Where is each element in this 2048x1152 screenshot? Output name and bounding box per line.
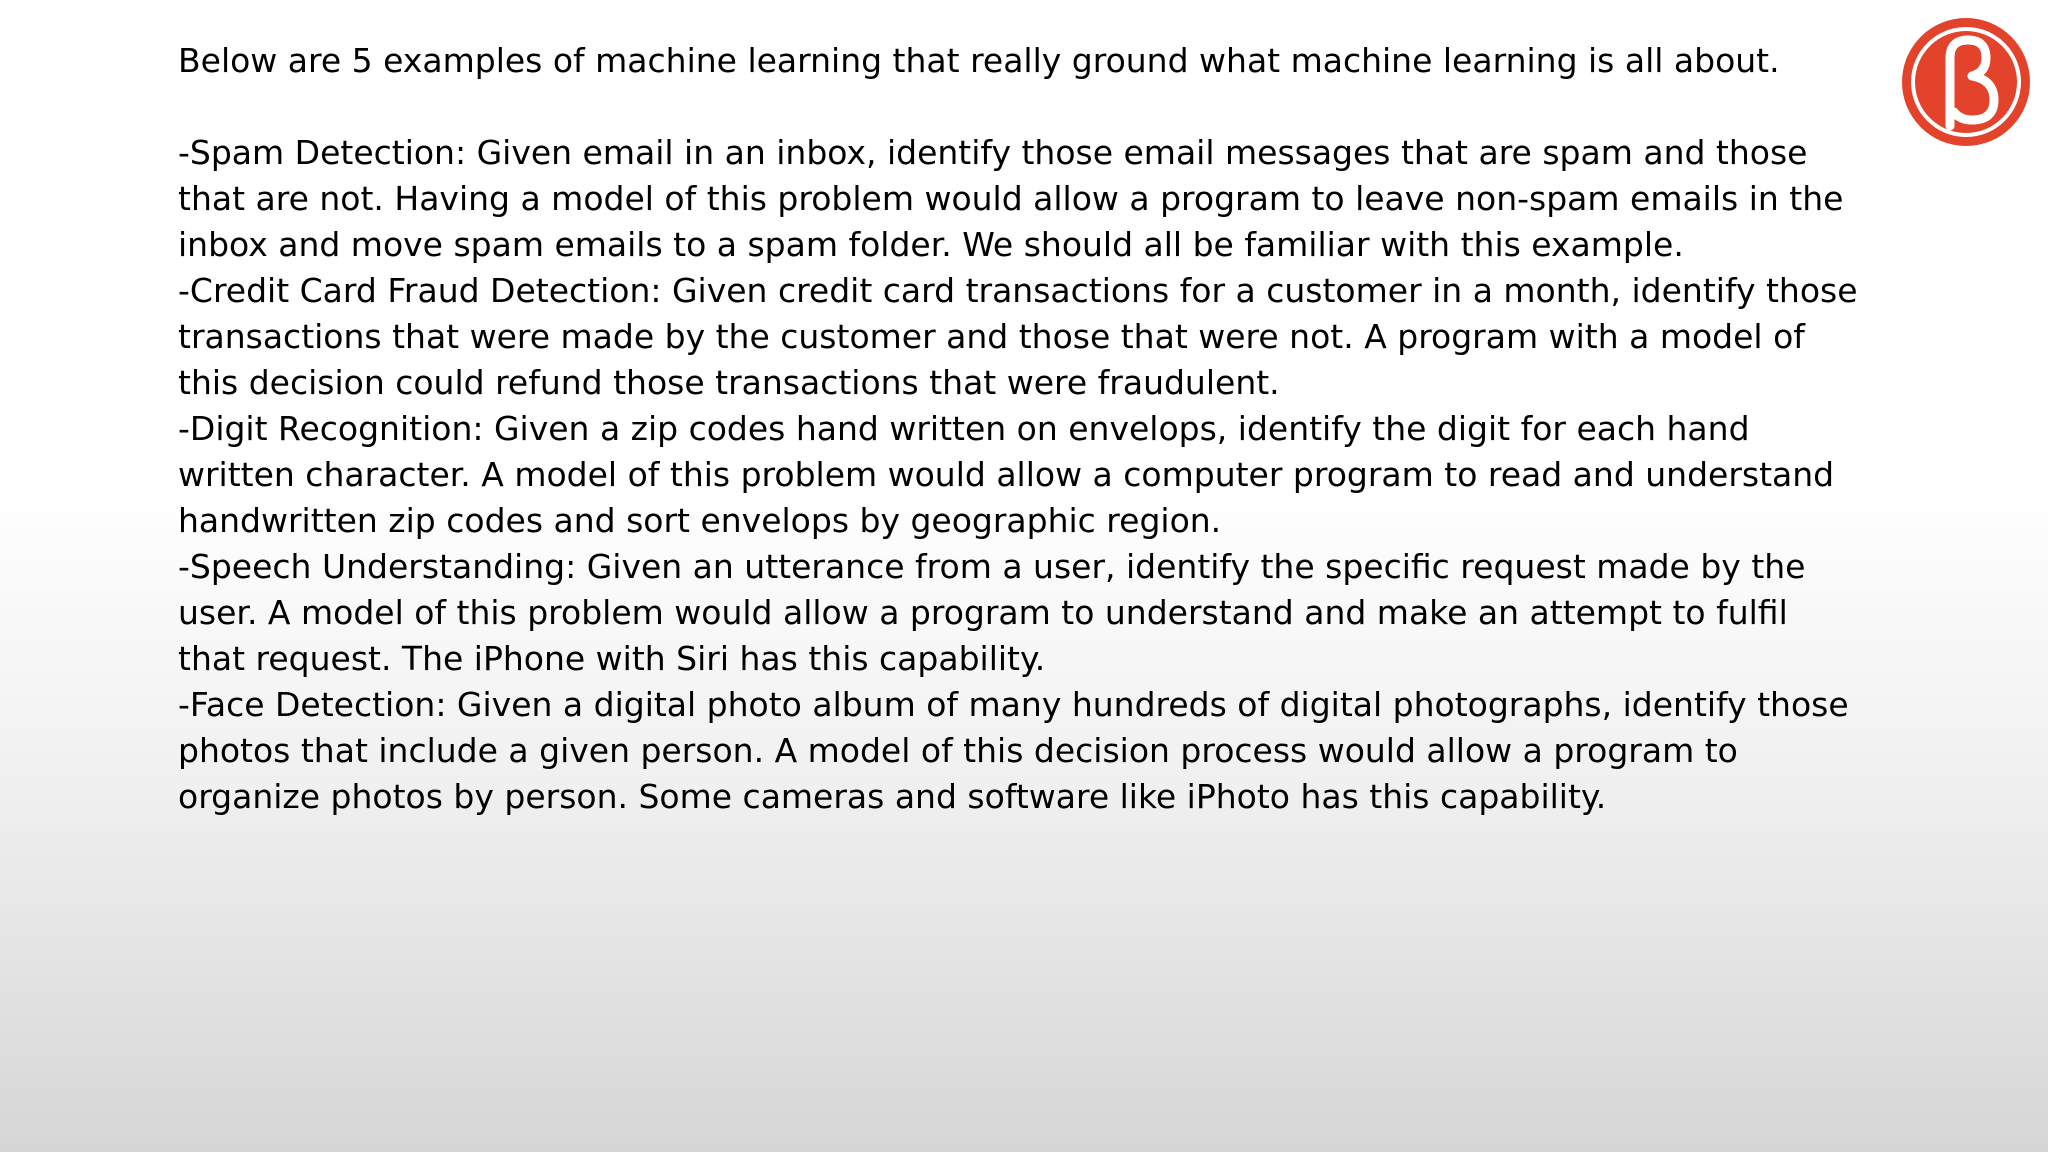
example-line: inbox and move spam emails to a spam folder. We should all be familiar with this example. [178, 225, 1684, 264]
example-line: -Face Detection: Given a digital photo album of many hundreds of digital photographs, identify those [178, 685, 1849, 724]
example-line: -Spam Detection: Given email in an inbox, identify those email messages that are spam and those [178, 133, 1808, 172]
example-line: this decision could refund those transactions that were fraudulent. [178, 363, 1280, 402]
example-line: -Digit Recognition: Given a zip codes hand written on envelops, identify the digit for each hand [178, 409, 1750, 448]
example-line: user. A model of this problem would allow a program to understand and make an attempt to fulfil [178, 593, 1788, 632]
example-line: transactions that were made by the customer and those that were not. A program with a model of [178, 317, 1805, 356]
intro-text: Below are 5 examples of machine learning that really ground what machine learning is all about. [178, 41, 1780, 80]
example-spam-detection [178, 130, 1844, 268]
example-line: that are not. Having a model of this problem would allow a program to leave non-spam emails in the [178, 179, 1844, 218]
example-line: -Speech Understanding: Given an utterance from a user, identify the specific request made by the [178, 547, 1806, 586]
example-digit-recognition [178, 406, 1835, 544]
slide-body [178, 38, 1858, 820]
example-line: handwritten zip codes and sort envelops by geographic region. [178, 501, 1222, 540]
paragraph-spacer [178, 84, 1778, 130]
example-speech-understanding [178, 544, 1806, 682]
example-credit-card-fraud [178, 268, 1858, 406]
example-line: organize photos by person. Some cameras and software like iPhoto has this capability. [178, 777, 1607, 816]
example-face-detection [178, 682, 1849, 820]
example-line: photos that include a given person. A model of this decision process would allow a program to [178, 731, 1738, 770]
example-line: that request. The iPhone with Siri has this capability. [178, 639, 1046, 678]
beta-logo-icon [1898, 14, 2034, 150]
example-line: written character. A model of this problem would allow a computer program to read and understand [178, 455, 1835, 494]
example-line: -Credit Card Fraud Detection: Given credit card transactions for a customer in a month, identify those [178, 271, 1858, 310]
